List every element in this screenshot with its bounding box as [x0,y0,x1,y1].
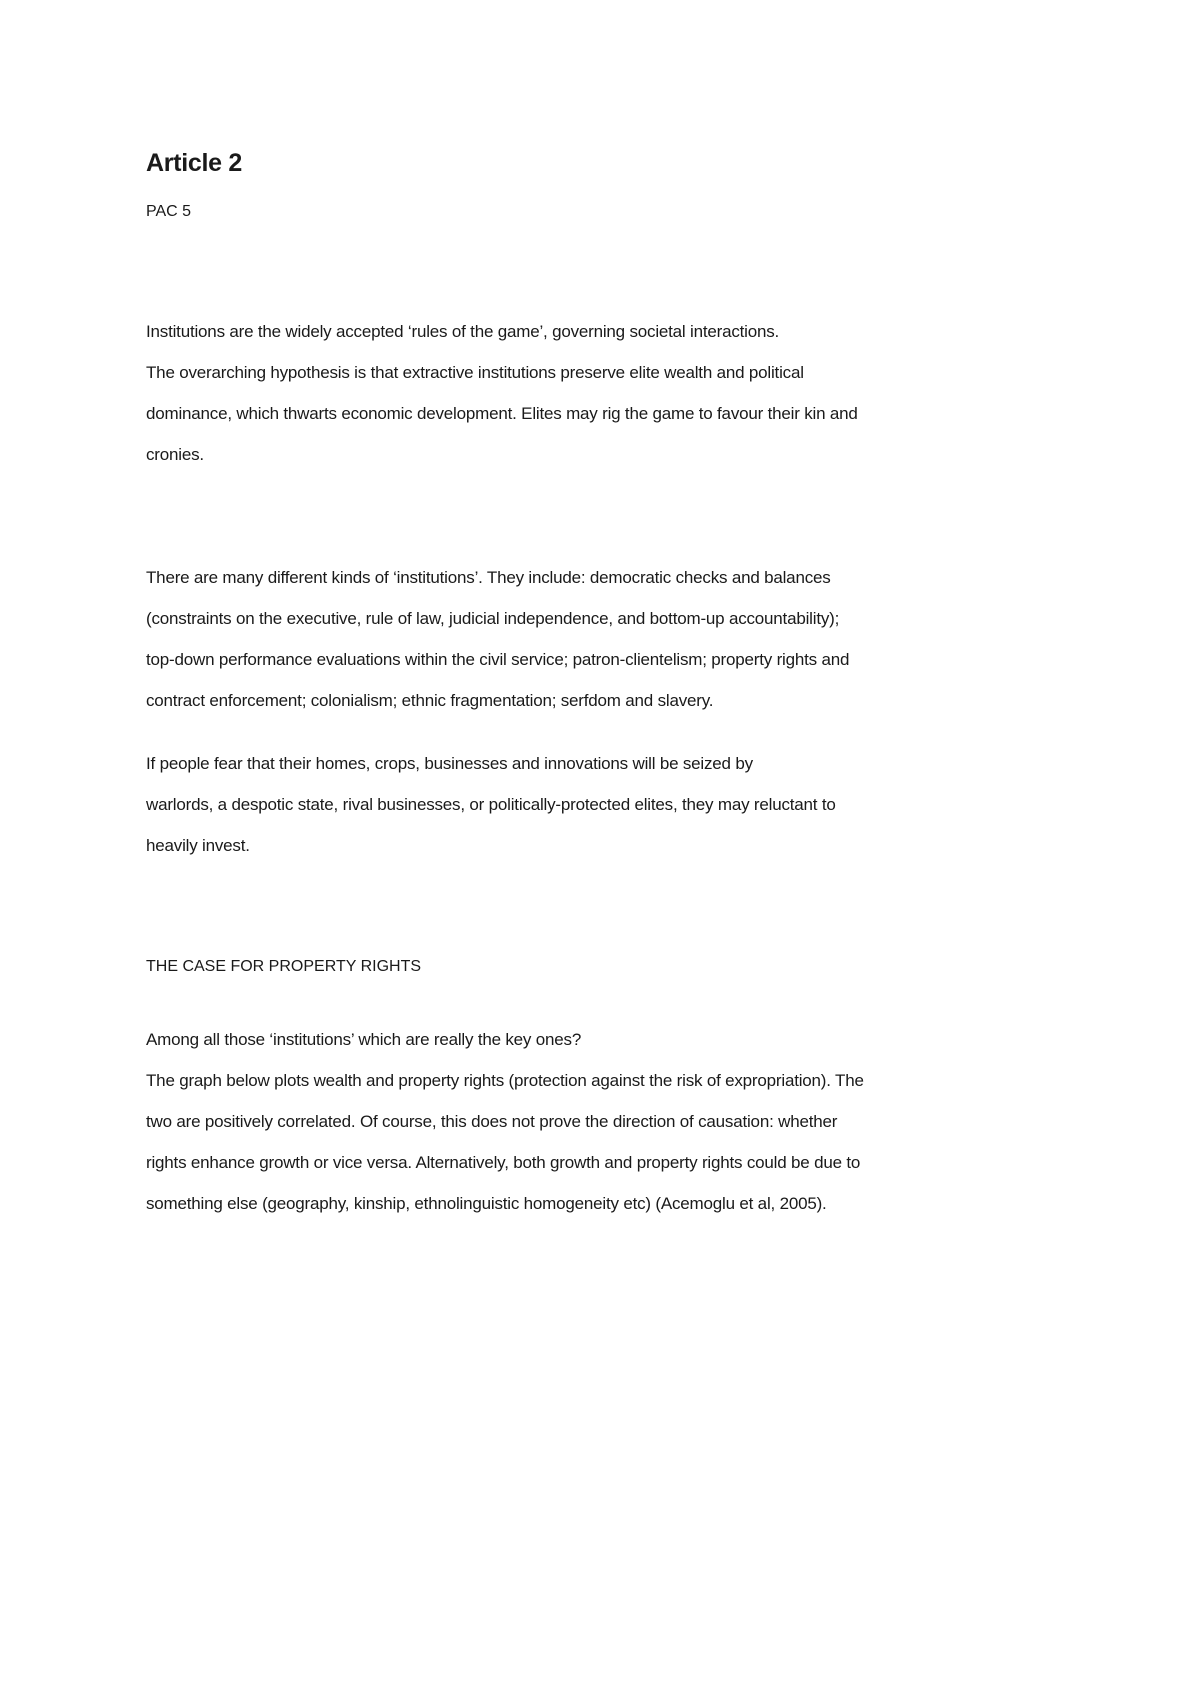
text-line: The graph below plots wealth and property rights (protection against the risk of expropriation). The [146,1071,864,1090]
text-line: There are many different kinds of ‘institutions’. They include: democratic checks and balances [146,568,831,587]
paragraph-institutions-definition [146,311,1066,475]
section-heading: THE CASE FOR PROPERTY RIGHTS [146,958,422,975]
text-line: two are positively correlated. Of course, this does not prove the direction of causation: whether [146,1112,838,1131]
text-line: The overarching hypothesis is that extractive institutions preserve elite wealth and political [146,363,804,382]
text-line: warlords, a despotic state, rival businesses, or politically-protected elites, they may reluctant to [146,795,836,814]
text-line: contract enforcement; colonialism; ethnic fragmentation; serfdom and slavery. [146,691,714,710]
paragraph-fear-of-seizure [146,743,1066,866]
text-line: Among all those ‘institutions’ which are really the key ones? [146,1030,582,1049]
text-line: rights enhance growth or vice versa. Alternatively, both growth and property rights could be due to [146,1153,861,1172]
text-line: (constraints on the executive, rule of law, judicial independence, and bottom-up accountability); [146,609,840,628]
text-line: cronies. [146,445,204,464]
document-title: Article 2 [146,149,242,177]
text-line: Institutions are the widely accepted ‘rules of the game’, governing societal interactions. [146,322,780,341]
document-subtitle: PAC 5 [146,203,192,220]
text-line: If people fear that their homes, crops, businesses and innovations will be seized by [146,754,753,773]
text-line: dominance, which thwarts economic development. Elites may rig the game to favour their kin and [146,404,858,423]
text-line: something else (geography, kinship, ethnolinguistic homogeneity etc) (Acemoglu et al, 2005). [146,1194,827,1213]
document-content [146,146,1066,1224]
paragraph-property-rights [146,1019,1066,1224]
text-line: heavily invest. [146,836,250,855]
text-line: top-down performance evaluations within the civil service; patron-clientelism; property rights and [146,650,850,669]
paragraph-kinds-of-institutions [146,557,1066,721]
